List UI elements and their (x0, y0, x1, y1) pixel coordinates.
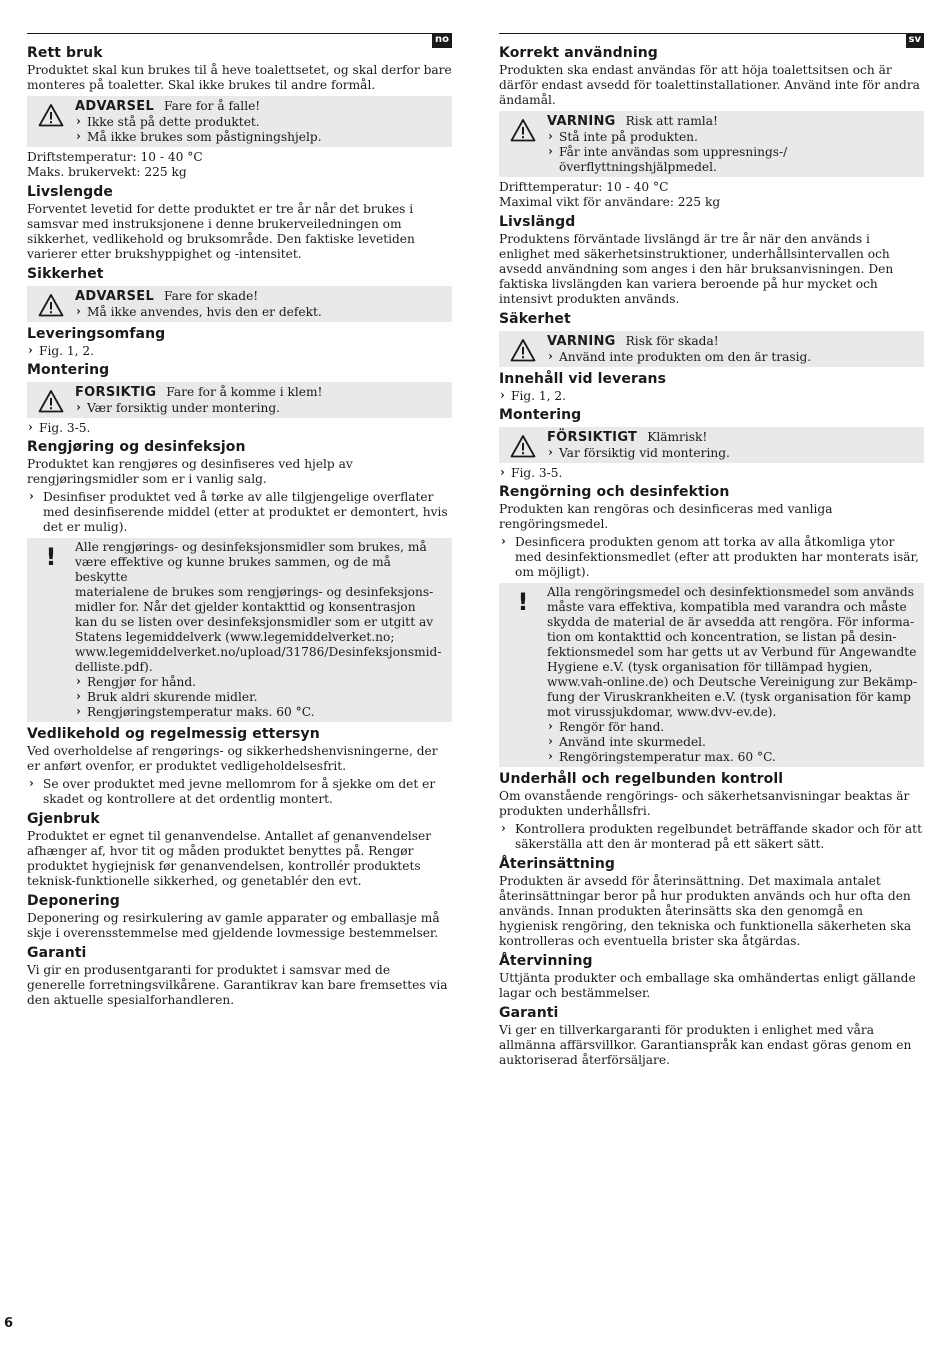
heading-rett-bruk: Rett bruk (27, 45, 103, 61)
heading-sikkerhet: Sikkerhet (27, 266, 104, 282)
page-number: 6 (4, 1316, 14, 1331)
note-line: delliste.pdf). (75, 660, 153, 674)
note-line: kan du se listen over desinfeksjonsmidler som er utgitt av (75, 615, 434, 629)
heading-garanti: Garanti (27, 945, 87, 961)
instruction-item: › Kontrollera produkten regelbundet beträffande skador och för att säkerställa att den är monterad på ett säkert sätt. (499, 822, 924, 852)
heading-aterinsattning: Återinsättning (499, 856, 616, 872)
note-line: materialene de brukes som rengjørings- og desinfeksjons- (75, 585, 434, 599)
figure-reference: › Fig. 1, 2. (27, 344, 452, 359)
note-line: Alla rengöringsmedel och desinfektionsmedel som används (547, 585, 914, 599)
operating-temperature: Drifttemperatur: 10 - 40 °C (499, 180, 669, 194)
instruction-item: › Desinfiser produktet ved å tørke av alle tilgjengelige overflater med desinfiserende middel (etter at produktet er demontert, hvis det er mulig). (27, 490, 452, 535)
heading-rengjoring: Rengjøring og desinfeksjon (27, 439, 246, 455)
heading-garanti: Garanti (499, 1005, 559, 1021)
signal-word: ADVARSEL (75, 99, 155, 114)
warning-triangle-icon (499, 429, 547, 461)
heading-leveringsomfang: Leveringsomfang (27, 326, 166, 342)
paragraph-garanti: Vi ger en tillverkargaranti för produkten i enlighet med våra allmänna affärsvillkor. Garantianspråk kan endast göras genom en auktoriserad återförsäljare. (499, 1023, 912, 1067)
warning-triangle-icon (27, 288, 75, 320)
heading-innehall: Innehåll vid leverans (499, 371, 667, 387)
note-box (27, 538, 452, 722)
heading-vedlikehold: Vedlikehold og regelmessig ettersyn (27, 726, 320, 742)
list-item: › Stå inte på produkten. (547, 130, 918, 145)
paragraph-garanti: Vi gir en produsentgaranti for produktet i samsvar med de generelle forretningsvilkårene. Garantikrav kan bare fremsettes via den aktuelle spesialforhandleren. (27, 963, 448, 1007)
figure-reference: › Fig. 3-5. (27, 421, 452, 436)
figure-reference: › Fig. 1, 2. (499, 389, 924, 404)
warning-triangle-icon (27, 98, 75, 145)
note-line: fung der Viruskrankheiten e.V. (tysk organisation för kamp (547, 690, 911, 704)
heading-korrekt-anvandning: Korrekt användning (499, 45, 658, 61)
list-item: › Må ikke anvendes, hvis den er defekt. (75, 305, 446, 320)
figure-reference: › Fig. 3-5. (499, 466, 924, 481)
paragraph-rengjoring: Produktet kan rengjøres og desinfiseres ved hjelp av rengjøringsmidler som er i vanlig salg. (27, 457, 353, 486)
signal-word: FORSIKTIG (75, 385, 157, 400)
note-line: Alle rengjørings- og desinfeksjonsmidler som brukes, må (75, 540, 427, 554)
column-norwegian (27, 33, 452, 1011)
list-item: › Må ikke brukes som påstigningshjelp. (75, 130, 446, 145)
warning-triangle-icon (499, 113, 547, 175)
paragraph-gjenbruk: Produktet er egnet til genanvendelse. Antallet af genanvendelser afhænger af, hvor tit og måden produktet benyttes på. Rengør produktet hygiejnisk før genanvendelsen, kontrollér produktets teknisk-funktionelle sikkerhed, og genetablér den evt. (27, 829, 432, 888)
language-badge: sv (906, 33, 924, 48)
column-rule (27, 33, 452, 45)
operating-temperature: Driftstemperatur: 10 - 40 °C (27, 150, 203, 164)
note-line: fektionsmedel som har getts ut av Verbund für Angewandte (547, 645, 917, 659)
instruction-item: › Desinficera produkten genom att torka av alla åtkomliga ytor med desinfektionsmedlet (efter att produkten har monterats isär, om möjligt). (499, 535, 924, 580)
list-item: › Rengjøringstemperatur maks. 60 °C. (75, 705, 446, 720)
caution-box-pinch (27, 382, 452, 418)
exclamation-icon: ! (45, 543, 57, 571)
warning-triangle-icon (27, 384, 75, 416)
signal-word: VARNING (547, 334, 616, 349)
list-item: › Var försiktig vid montering. (547, 446, 918, 461)
list-item: › Rengöringstemperatur max. 60 °C. (547, 750, 918, 765)
paragraph-rett-bruk: Produktet skal kun brukes til å heve toalettsetet, og skal derfor bare monteres på toaletter. Skal ikke brukes til andre formål. (27, 63, 452, 92)
exclamation-icon: ! (517, 588, 529, 616)
note-line: Hygiene e.V. (tysk organisation för tillämpad hygien, (547, 660, 873, 674)
heading-underhall: Underhåll och regelbunden kontroll (499, 771, 784, 787)
note-line: Statens legemiddelverk (www.legemiddelverket.no; (75, 630, 395, 644)
warning-box-injury (27, 286, 452, 322)
note-line: midler for. Når det gjelder kontakttid og konsentrasjon (75, 600, 416, 614)
heading-sakerhet: Säkerhet (499, 311, 571, 327)
note-line: tion om kontakttid och koncentration, se listan på desin- (547, 630, 897, 644)
heading-montering: Montering (499, 407, 582, 423)
paragraph-atervinning: Uttjänta produkter och emballage ska omhändertas enligt gällande lagar och bestämmelser. (499, 971, 916, 1000)
paragraph-vedlikehold: Ved overholdelse af rengørings- og sikkerhedshenvisningerne, der er anført ovenfor, er produktet vedligeholdelsesfrit. (27, 744, 438, 773)
warning-box-fall (27, 96, 452, 147)
list-item: › Ikke stå på dette produktet. (75, 115, 446, 130)
note-line: måste vara effektiva, kompatibla med varandra och måste (547, 600, 907, 614)
note-line: være effektive og kunne brukes sammen, og de må beskytte (75, 555, 391, 584)
warning-text: Klämrisk! (647, 430, 708, 444)
warning-box-fall (499, 111, 924, 177)
caution-box-pinch (499, 427, 924, 463)
warning-text: Fare for å falle! (164, 99, 261, 113)
list-item: › Bruk aldri skurende midler. (75, 690, 446, 705)
list-item: › Rengör för hand. (547, 720, 918, 735)
paragraph-livslengde: Forventet levetid for dette produktet er tre år når det brukes i samsvar med instruksjonene i denne brukerveiledningen om sikkerhet, vedlikehold og bruksområde. Den faktiske levetiden varierer etter brukshyppighet og -intensitet. (27, 202, 415, 261)
heading-livslengde: Livslengde (27, 184, 113, 200)
paragraph-aterinsattning: Produkten är avsedd för återinsättning. Det maximala antalet återinsättningar beror på hur produkten används och hur ofta den används. Innan produkten återinsätts ska den genomgå en hygienisk rengöring, den tekniska och funktionella säkerheten ska kontrolleras och eventuella brister ska åtgärdas. (499, 874, 912, 948)
signal-word: ADVARSEL (75, 289, 155, 304)
warning-text: Risk att ramla! (625, 114, 718, 128)
paragraph-livslangd: Produktens förväntade livslängd är tre år när den används i enlighet med säkerhetsinstruktioner, underhållsintervallen och avsedd användning som anges i den här bruksanvisningen. Den faktiska livslängden kan variera beroende på hur mycket och intensivt produkten används. (499, 232, 894, 306)
list-item: › Använd inte skurmedel. (547, 735, 918, 750)
heading-livslangd: Livslängd (499, 214, 576, 230)
signal-word: FÖRSIKTIGT (547, 430, 638, 445)
max-user-weight: Maks. brukervekt: 225 kg (27, 165, 187, 179)
heading-atervinning: Återvinning (499, 953, 593, 969)
max-user-weight: Maximal vikt för användare: 225 kg (499, 195, 721, 209)
column-swedish (499, 33, 924, 1071)
instruction-item: › Se over produktet med jevne mellomrom for å sjekke om det er skadet og kontrollere at det ordentlig montert. (27, 777, 452, 807)
heading-rengoring: Rengörning och desinfektion (499, 484, 730, 500)
list-item: › Använd inte produkten om den är trasig. (547, 350, 918, 365)
language-badge: no (432, 33, 452, 48)
warning-text: Fare for å komme i klem! (166, 385, 323, 399)
warning-text: Fare for skade! (164, 289, 259, 303)
note-line: www.vah-online.de) och Deutsche Vereinigung zur Bekämp- (547, 675, 918, 689)
list-item: › Får inte användas som uppresnings-/ överflyttningshjälpmedel. (547, 145, 918, 175)
paragraph-underhall: Om ovanstående rengörings- och säkerhetsanvisningar beaktas är produkten underhållsfri. (499, 789, 910, 818)
note-line: www.legemiddelverket.no/upload/31786/Desinfeksjonsmid- (75, 645, 442, 659)
list-item: › Rengjør for hånd. (75, 675, 446, 690)
paragraph-rengoring: Produkten kan rengöras och desinficeras med vanliga rengöringsmedel. (499, 502, 833, 531)
signal-word: VARNING (547, 114, 616, 129)
warning-text: Risk för skada! (625, 334, 719, 348)
list-item: › Vær forsiktig under montering. (75, 401, 446, 416)
note-line: mot virussjukdomar, www.dvv-ev.de). (547, 705, 777, 719)
paragraph-deponering: Deponering og resirkulering av gamle apparater og emballasje må skje i overensstemmelse med gjeldende lovmessige bestemmelser. (27, 911, 440, 940)
column-rule (499, 33, 924, 45)
note-line: skydda de material de är avsedda att rengöra. För informa- (547, 615, 915, 629)
warning-triangle-icon (499, 333, 547, 365)
heading-deponering: Deponering (27, 893, 120, 909)
warning-box-injury (499, 331, 924, 367)
note-box (499, 583, 924, 767)
heading-montering: Montering (27, 362, 110, 378)
heading-gjenbruk: Gjenbruk (27, 811, 100, 827)
paragraph-korrekt-anvandning: Produkten ska endast användas för att höja toalettsitsen och är därför endast avsedd för toalettinstallationer. Använd inte för andra ändamål. (499, 63, 920, 107)
